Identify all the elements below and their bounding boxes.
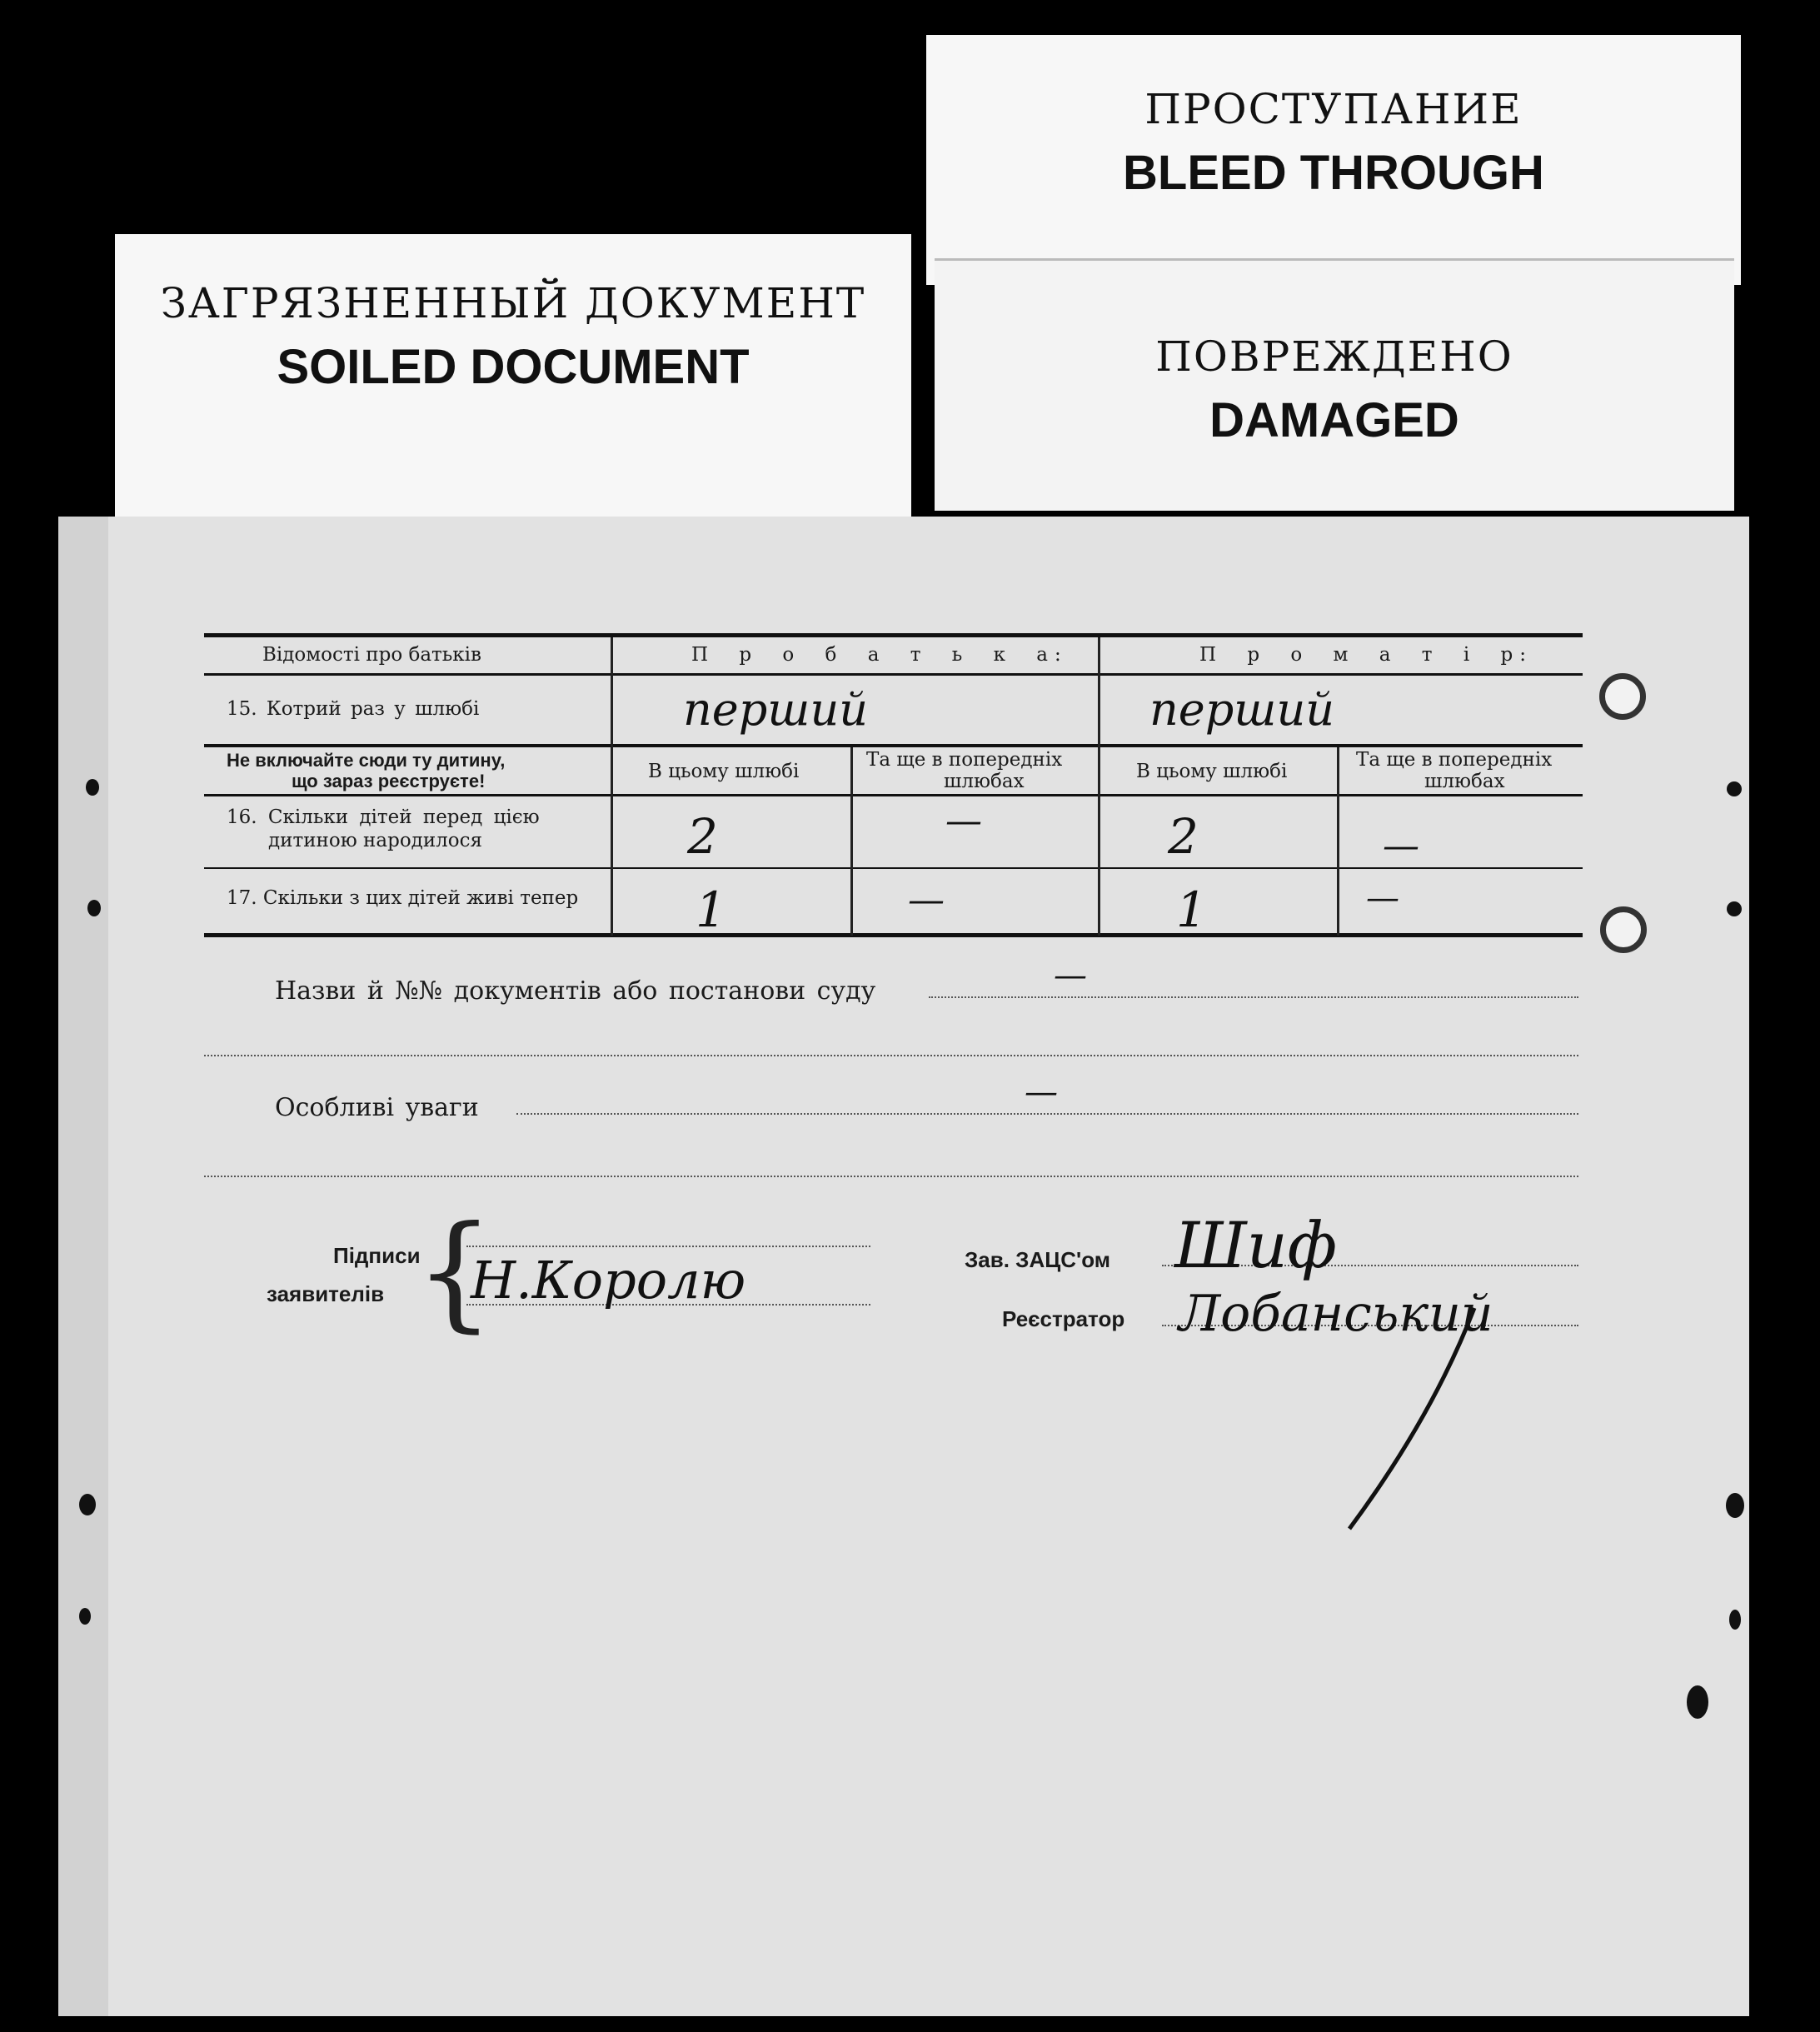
- documents-dotted-line-2: [204, 1055, 1578, 1056]
- punch-hole: [79, 1608, 91, 1625]
- bleed-through-card: [926, 35, 1741, 285]
- punch-hole: [1727, 901, 1742, 916]
- applicants-label-1: Підписи: [333, 1243, 421, 1268]
- col-divider-2: [1098, 637, 1100, 936]
- bleed-en-label: BLEED THROUGH: [1123, 146, 1544, 200]
- row16-father-this: 2: [687, 808, 718, 865]
- remarks-dotted-line: [516, 1113, 1578, 1115]
- mother-prev-header-2: шлюбах: [1424, 771, 1505, 792]
- punch-hole: [1726, 1493, 1744, 1518]
- mother-prev-header-1: Та ще в попередніх: [1356, 749, 1553, 771]
- row15-bottom-rule: [204, 744, 1583, 747]
- col-divider-1: [611, 637, 613, 936]
- punch-hole: [87, 900, 101, 916]
- table-top-rule: [204, 633, 1583, 637]
- remarks-dotted-line-2: [204, 1176, 1578, 1177]
- soiled-en-label: SOILED DOCUMENT: [277, 340, 750, 394]
- bleed-ru-label: ПРОСТУПАНИЕ: [1144, 85, 1523, 133]
- applicants-label-2: заявителів: [267, 1281, 385, 1306]
- row16-label-1: 16. Скільки дітей перед цією: [227, 806, 540, 828]
- grommet-ring: [1599, 673, 1646, 720]
- punch-hole: [86, 779, 99, 796]
- head-signature: Шиф: [1174, 1208, 1338, 1282]
- father-prev-header-1: Та ще в попередніх: [866, 749, 1063, 771]
- father-prev-header-2: шлюбах: [944, 771, 1025, 792]
- note-line-1: Не включайте сюди ту дитину,: [227, 750, 506, 771]
- father-this-marriage-header: В цьому шлюбі: [648, 761, 800, 782]
- row15-father-value: перший: [683, 683, 869, 736]
- punch-hole: [79, 1494, 96, 1515]
- subheader-bottom-rule: [204, 794, 1583, 796]
- applicants-brace: {: [415, 1200, 495, 1345]
- soiled-ru-label: ЗАГРЯЗНЕННЫЙ ДОКУМЕНТ: [160, 279, 866, 327]
- documents-value: —: [1054, 956, 1087, 995]
- row16-label-2: дитиною народилося: [268, 830, 483, 851]
- document-sheet: [58, 517, 1749, 2016]
- header-about-father: П р о б а т ь к а:: [691, 644, 1068, 666]
- applicant-signature-line-1: [466, 1246, 870, 1247]
- head-zags-label: Зав. ЗАЦС'ом: [965, 1247, 1110, 1272]
- header-parents-info: Відомості про батьків: [262, 644, 481, 666]
- damaged-en-label: DAMAGED: [1209, 393, 1459, 447]
- note-line-2: що зараз реєструєте!: [292, 771, 486, 791]
- punch-hole: [1727, 781, 1742, 796]
- header-about-mother: П р о м а т і р:: [1199, 644, 1533, 666]
- row17-father-prev: —: [908, 879, 945, 921]
- row15-mother-value: перший: [1149, 683, 1335, 736]
- table-bottom-rule: [204, 933, 1583, 937]
- applicant-signature: Н.Королю: [471, 1250, 746, 1311]
- row16-mother-prev: —: [1383, 825, 1419, 867]
- row17-label: 17. Скільки з цих дітей живі тепер: [227, 887, 579, 909]
- soiled-document-card: [115, 234, 911, 517]
- damaged-card: [935, 258, 1734, 511]
- documents-dotted-line: [929, 996, 1578, 998]
- header-bottom-rule: [204, 673, 1583, 676]
- row16-father-prev: —: [945, 800, 982, 842]
- row15-label: 15. Котрий раз у шлюбі: [227, 698, 480, 720]
- damaged-ru-label: ПОВРЕЖДЕНО: [1155, 332, 1513, 381]
- row17-mother-prev: —: [1366, 879, 1399, 917]
- punch-hole: [1729, 1610, 1741, 1630]
- registrar-signature: Лобанський: [1179, 1285, 1493, 1343]
- remarks-label: Особливі уваги: [275, 1093, 479, 1122]
- col-divider-4: [1337, 747, 1339, 936]
- punch-hole: [1687, 1685, 1708, 1719]
- row17-father-this: 1: [696, 881, 726, 938]
- row16-mother-this: 2: [1168, 808, 1199, 865]
- grommet-ring: [1600, 906, 1647, 953]
- row17-mother-this: 1: [1176, 881, 1207, 938]
- sheet-fold-shadow: [58, 517, 108, 2016]
- row16-bottom-rule: [204, 867, 1583, 869]
- registrar-label: Реєстратор: [1002, 1306, 1125, 1331]
- documents-label: Назви й №№ документів або постанови суду: [275, 976, 876, 1006]
- mother-this-marriage-header: В цьому шлюбі: [1136, 761, 1288, 782]
- registrar-signature-flourish: [1333, 1300, 1483, 1550]
- col-divider-3: [850, 747, 853, 936]
- remarks-value: —: [1025, 1073, 1058, 1111]
